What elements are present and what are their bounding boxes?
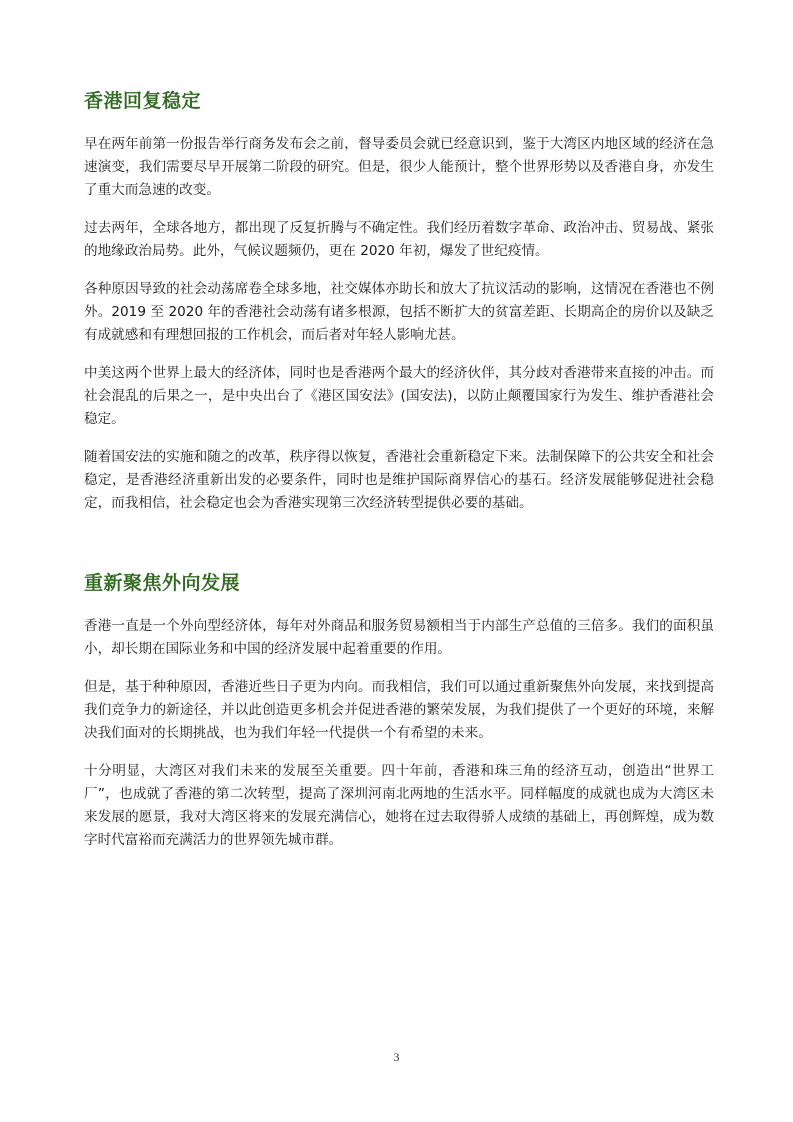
paragraph: 早在两年前第一份报告举行商务发布会之前，督导委员会就已经意识到，鉴于大湾区内地区域的经济在急速演变，我们需要尽早开展第二阶段的研究。但是，很少人能预计，整个世界形势以及香港自身，亦发生了重大而急速的改变。 — [84, 136, 714, 198]
section-heading-hk-stability: 香港回复稳定 — [84, 90, 202, 112]
paragraph: 过去两年，全球各地方，都出现了反复折腾与不确定性。我们经历着数字革命、政治冲击、贸易战、紧张的地缘政治局势。此外，气候议题频仍，更在 2020 年初，爆发了世纪疫情。 — [84, 220, 714, 259]
paragraph: 十分明显，大湾区对我们未来的发展至关重要。四十年前，香港和珠三角的经济互动，创造出“世界工厂”，也成就了香港的第二次转型，提高了深圳河南北两地的生活水平。同样幅度的成就也成为大湾区未来发展的愿景，我对大湾区将来的发展充满信心，她将在过去取得骄人成绩的基础上，再创辉煌，成为数字时代富裕而充满活力的世界领先城市群。 — [84, 763, 714, 848]
section-hk-stability-body — [84, 133, 714, 530]
paragraph: 中美这两个世界上最大的经济体，同时也是香港两个最大的经济伙伴，其分歧对香港带来直接的冲击。而社会混乱的后果之一，是中央出台了《港区国安法》(国安法)，以防止颠覆国家行为发生、维护香港社会稳定。 — [84, 365, 714, 427]
document-page — [84, 0, 714, 1122]
paragraph: 但是，基于种种原因，香港近些日子更为内向。而我相信，我们可以通过重新聚焦外向发展，来找到提高我们竞争力的新途径，并以此创造更多机会并促进香港的繁荣发展，为我们提供了一个更好的环境，来解决我们面对的长期挑战，也为我们年轻一代提供一个有希望的未来。 — [84, 679, 714, 741]
paragraph: 随着国安法的实施和随之的改革，秩序得以恢复，香港社会重新稳定下来。法制保障下的公共安全和社会稳定，是香港经济重新出发的必要条件，同时也是维护国际商界信心的基石。经济发展能够促进社会稳定，而我相信，社会稳定也会为香港实现第三次经济转型提供必要的基础。 — [84, 449, 714, 511]
section-outward-focus-body — [84, 615, 714, 867]
page-number: 3 — [393, 1050, 400, 1064]
section-heading-outward-focus: 重新聚焦外向发展 — [84, 572, 241, 594]
paragraph: 香港一直是一个外向型经济体，每年对外商品和服务贸易额相当于内部生产总值的三倍多。我们的面积虽小，却长期在国际业务和中国的经济发展中起着重要的作用。 — [84, 618, 714, 657]
paragraph: 各种原因导致的社会动荡席卷全球多地，社交媒体亦助长和放大了抗议活动的影响，这情况在香港也不例外。2019 至 2020 年的香港社会动荡有诸多根源，包括不断扩大的贫富差距、长期高企的房价以及缺乏有成就感和有理想回报的工作机会，而后者对年轻人影响尤甚。 — [84, 281, 714, 343]
